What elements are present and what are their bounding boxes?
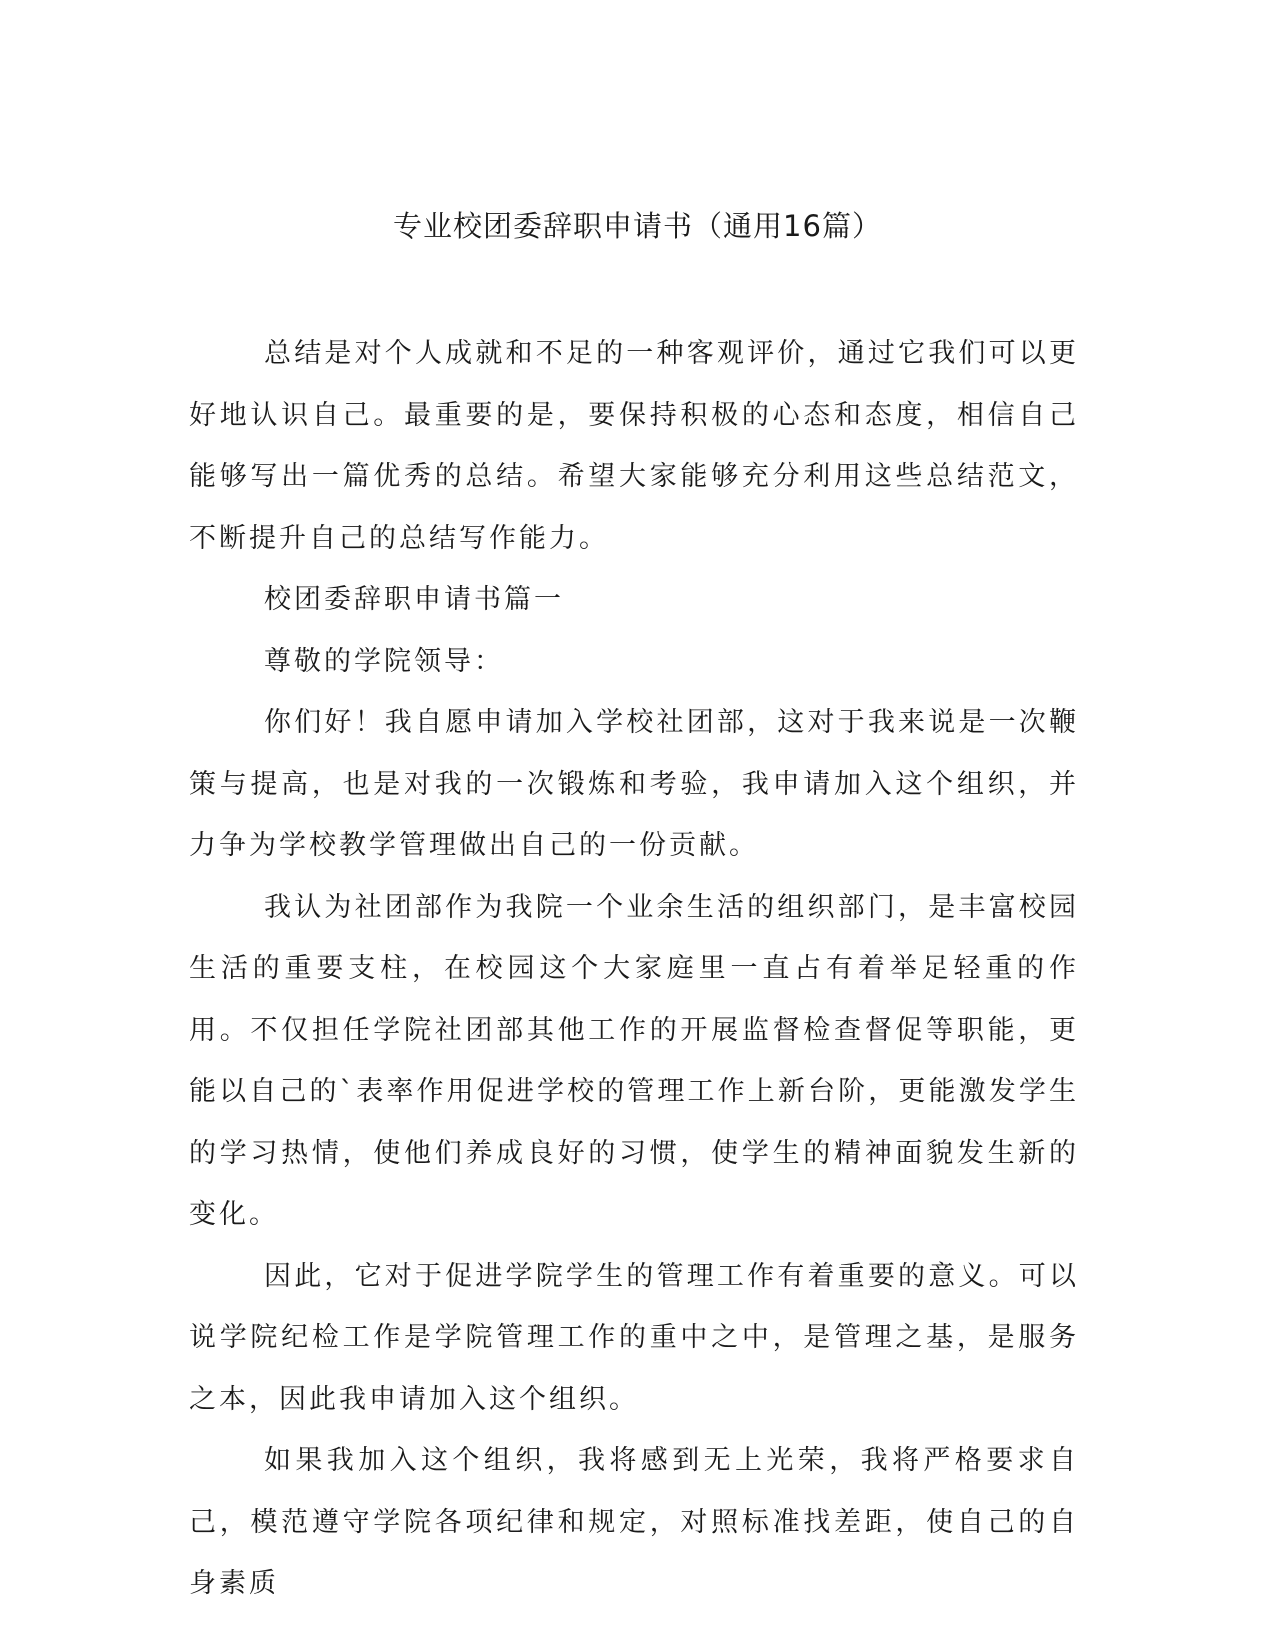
paragraph: 你们好！我自愿申请加入学校社团部，这对于我来说是一次鞭策与提高，也是对我的一次锻炼和考验，我申请加入这个组织，并力争为学校教学管理做出自己的一份贡献。 xyxy=(189,707,1079,861)
paragraph: 如果我加入这个组织，我将感到无上光荣，我将严格要求自己，模范遵守学院各项纪律和规定，对照标准找差距，使自己的自身素质 xyxy=(189,1445,1079,1599)
document-body xyxy=(189,323,1079,1615)
paragraph-intro: 总结是对个人成就和不足的一种客观评价，通过它我们可以更好地认识自己。最重要的是，要保持积极的心态和态度，相信自己能够写出一篇优秀的总结。希望大家能够充分利用这些总结范文，不断提升自己的总结写作能力。 xyxy=(189,338,1079,554)
paragraph: 因此，它对于促进学院学生的管理工作有着重要的意义。可以说学院纪检工作是学院管理工作的重中之中，是管理之基，是服务之本，因此我申请加入这个组织。 xyxy=(189,1260,1079,1415)
section-heading: 校团委辞职申请书篇一 xyxy=(264,584,564,615)
salutation: 尊敬的学院领导： xyxy=(264,645,504,677)
paragraph: 我认为社团部作为我院一个业余生活的组织部门，是丰富校园生活的重要支柱，在校园这个大家庭里一直占有着举足轻重的作用。不仅担任学院社团部其他工作的开展监督检查督促等职能，更能以自己的`表率作用促进学校的管理工作上新台阶，更能激发学生的学习热情，使他们养成良好的习惯，使学生的精神面貌发生新的变化。 xyxy=(189,891,1079,1230)
document-title: 专业校团委辞职申请书（通用16篇） xyxy=(393,209,882,243)
